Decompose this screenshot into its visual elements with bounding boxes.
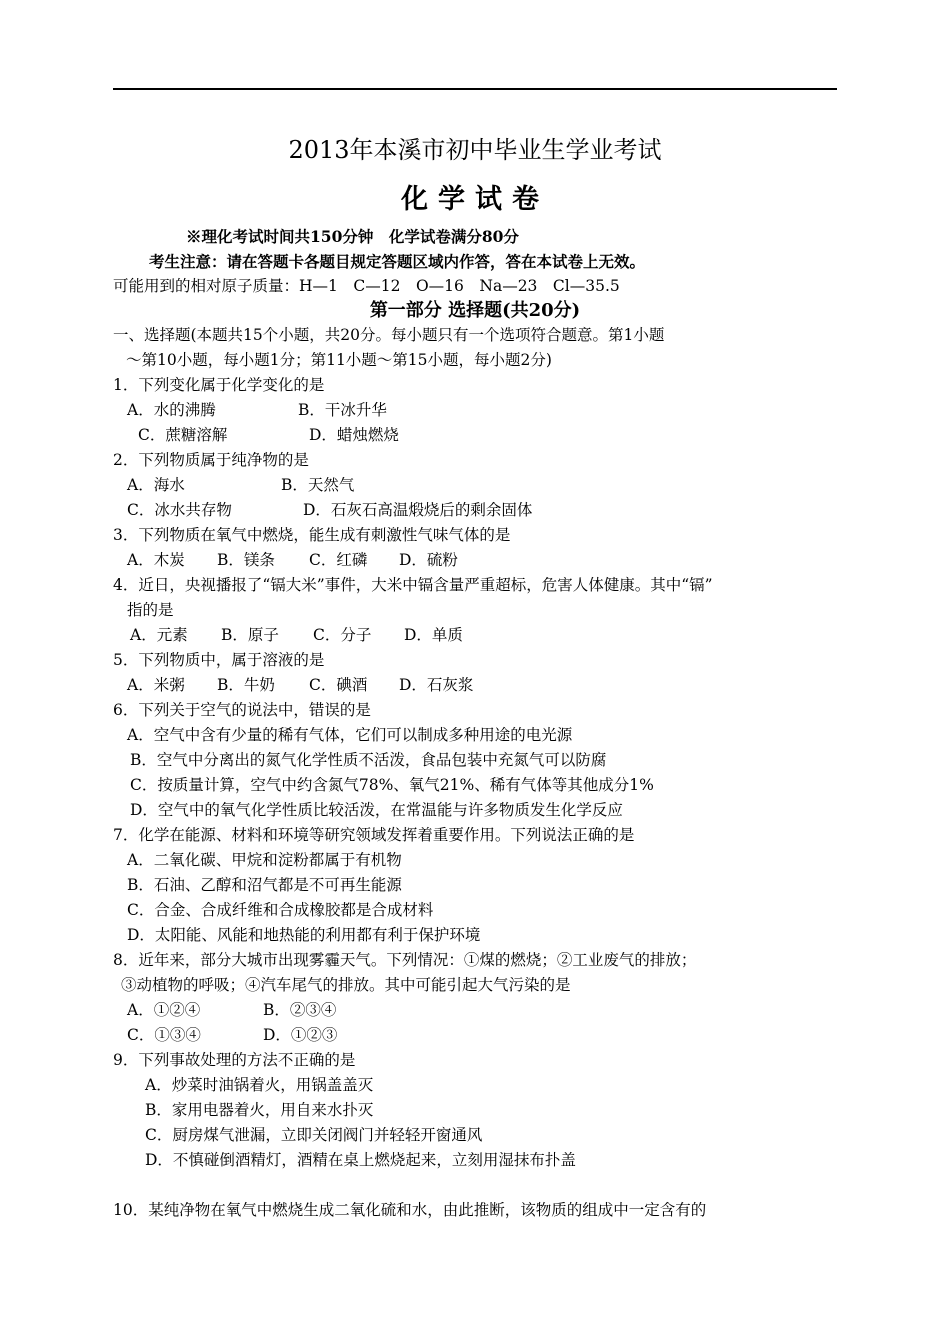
- q9-option-d: D．不慎碰倒酒精灯，酒精在桌上燃烧起来，立刻用湿抹布扑盖: [145, 1151, 576, 1169]
- question-5-stem: 5．下列物质中，属于溶液的是: [113, 651, 325, 669]
- q7-option-d: D．太阳能、风能和地热能的利用都有利于保护环境: [127, 926, 481, 944]
- subject-title: 化学试卷: [401, 184, 549, 215]
- question-4-stem-cont: 指的是: [127, 601, 174, 619]
- q5-option-b: B．牛奶: [217, 676, 275, 694]
- section-instructions: 一、选择题(本题共15个小题，共20分。每小题只有一个选项符合题意。第1小题: [113, 326, 665, 344]
- q3-option-b: B．镁条: [217, 551, 275, 569]
- q4-option-a: A．元素: [130, 626, 188, 644]
- q2-option-d: D．石灰石高温煅烧后的剩余固体: [303, 501, 533, 519]
- question-6-stem: 6．下列关于空气的说法中，错误的是: [113, 701, 371, 719]
- q4-option-b: B．原子: [221, 626, 279, 644]
- q8-option-a: A．①②④: [127, 1001, 201, 1019]
- q1-option-c: C．蔗糖溶解: [138, 426, 228, 444]
- q8-option-d: D．①②③: [263, 1026, 338, 1044]
- q9-option-a: A．炒菜时油锅着火，用锅盖盖灭: [145, 1076, 374, 1094]
- q8-option-b: B．②③④: [263, 1001, 337, 1019]
- question-1-stem: 1．下列变化属于化学变化的是: [113, 376, 325, 394]
- q2-option-c: C．冰水共存物: [127, 501, 232, 519]
- header-rule: [113, 88, 837, 90]
- q3-option-d: D．硫粉: [399, 551, 458, 569]
- q5-option-c: C．碘酒: [309, 676, 368, 694]
- question-10-stem: 10．某纯净物在氧气中燃烧生成二氧化硫和水，由此推断，该物质的组成中一定含有的: [113, 1201, 707, 1219]
- part-title: 第一部分 选择题(共20分): [369, 300, 581, 321]
- q4-option-d: D．单质: [404, 626, 463, 644]
- q2-option-a: A．海水: [127, 476, 185, 494]
- time-note: ※理化考试时间共150分钟 化学试卷满分80分: [186, 227, 519, 246]
- q8-option-c: C．①③④: [127, 1026, 201, 1044]
- question-2-stem: 2．下列物质属于纯净物的是: [113, 451, 309, 469]
- q4-option-c: C．分子: [313, 626, 372, 644]
- q3-option-c: C．红磷: [309, 551, 368, 569]
- q5-option-a: A．米粥: [127, 676, 185, 694]
- q1-option-a: A．水的沸腾: [127, 401, 216, 419]
- question-8-stem-cont: ③动植物的呼吸；④汽车尾气的排放。其中可能引起大气污染的是: [121, 976, 571, 994]
- q5-option-d: D．石灰浆: [399, 676, 474, 694]
- q6-option-d: D．空气中的氧气化学性质比较活泼，在常温能与许多物质发生化学反应: [130, 801, 623, 819]
- q6-option-a: A．空气中含有少量的稀有气体，它们可以制成多种用途的电光源: [127, 726, 573, 744]
- q3-option-a: A．木炭: [127, 551, 185, 569]
- q1-option-b: B．干冰升华: [298, 401, 387, 419]
- q9-option-c: C．厨房煤气泄漏，立即关闭阀门并轻轻开窗通风: [145, 1126, 483, 1144]
- section-instructions-cont: ～第10小题，每小题1分；第11小题～第15小题，每小题2分): [126, 351, 552, 369]
- question-8-stem: 8．近年来，部分大城市出现雾霾天气。下列情况：①煤的燃烧；②工业废气的排放；: [113, 951, 697, 969]
- question-4-stem: 4．近日，央视播报了“镉大米”事件，大米中镉含量严重超标，危害人体健康。其中“镉”: [113, 576, 713, 594]
- notice: 考生注意：请在答题卡各题目规定答题区域内作答，答在本试卷上无效。: [149, 252, 646, 271]
- question-7-stem: 7．化学在能源、材料和环境等研究领域发挥着重要作用。下列说法正确的是: [113, 826, 635, 844]
- question-9-stem: 9．下列事故处理的方法不正确的是: [113, 1051, 356, 1069]
- q1-option-d: D．蜡烛燃烧: [309, 426, 399, 444]
- atomic-masses: 可能用到的相对原子质量：H—1 C—12 O—16 Na—23 Cl—35.5: [113, 277, 620, 295]
- question-3-stem: 3．下列物质在氧气中燃烧，能生成有刺激性气味气体的是: [113, 526, 511, 544]
- q6-option-c: C．按质量计算，空气中约含氮气78%、氧气21%、稀有气体等其他成分1%: [130, 776, 654, 794]
- q7-option-c: C．合金、合成纤维和合成橡胶都是合成材料: [127, 901, 434, 919]
- q6-option-b: B．空气中分离出的氮气化学性质不活泼，食品包装中充氮气可以防腐: [130, 751, 607, 769]
- exam-title: 2013年本溪市初中毕业生学业考试: [288, 136, 662, 164]
- q9-option-b: B．家用电器着火，用自来水扑灭: [145, 1101, 374, 1119]
- q7-option-a: A．二氧化碳、甲烷和淀粉都属于有机物: [127, 851, 402, 869]
- q7-option-b: B．石油、乙醇和沼气都是不可再生能源: [127, 876, 402, 894]
- q2-option-b: B．天然气: [281, 476, 355, 494]
